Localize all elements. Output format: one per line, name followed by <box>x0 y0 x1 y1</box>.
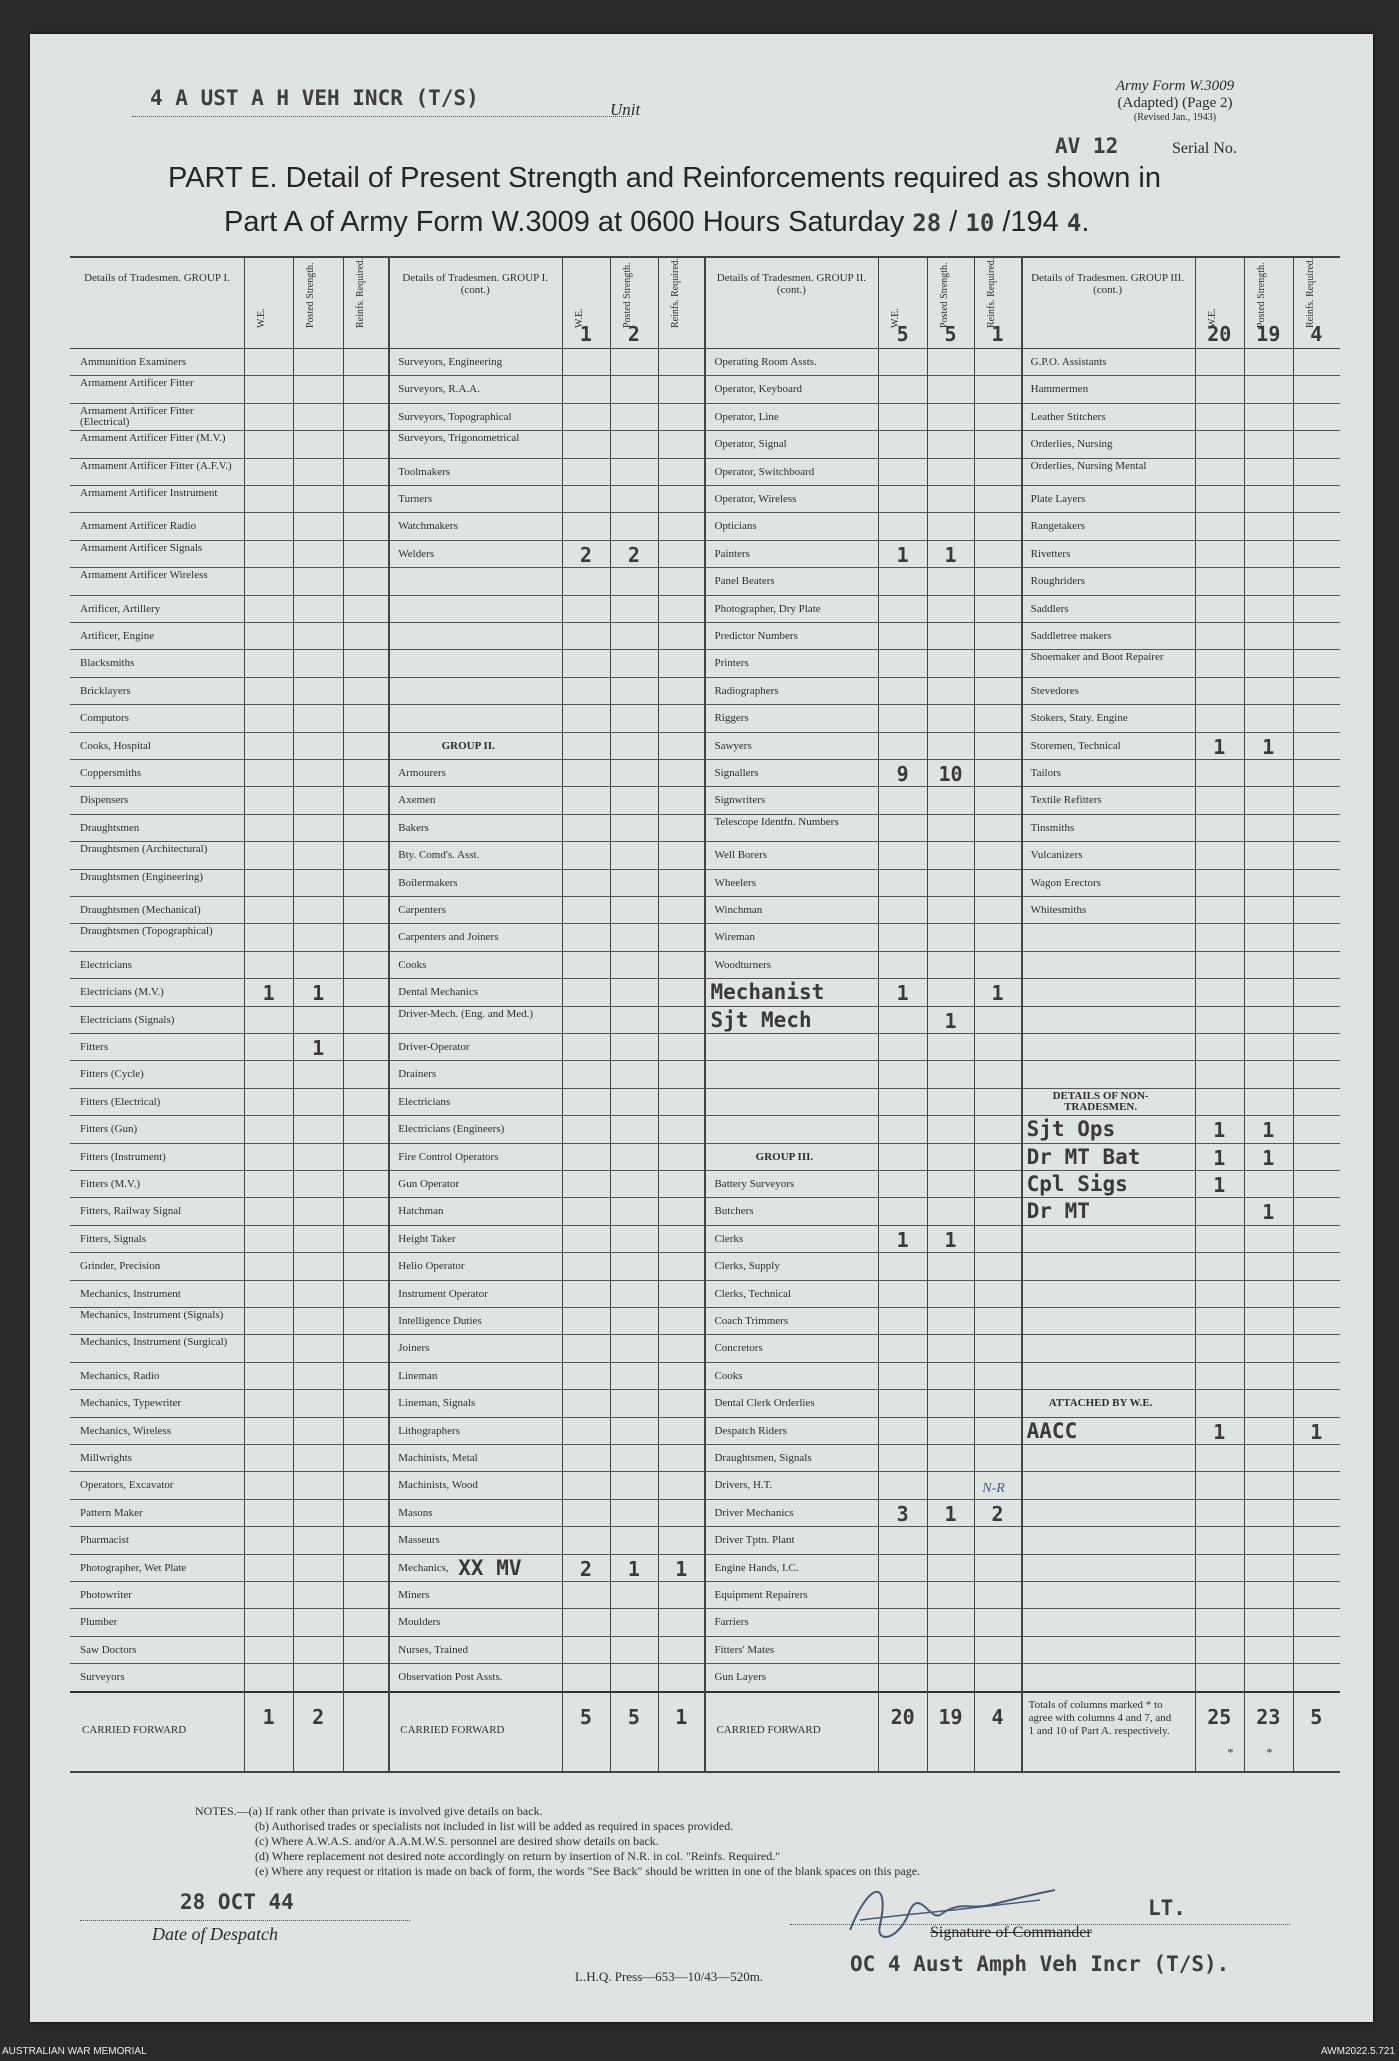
strength-table <box>70 256 1340 1789</box>
carried-forward-label: CARRIED FORWARD <box>400 1723 505 1736</box>
trade-label: Toolmakers <box>398 465 451 478</box>
trade-label: Draughtsmen (Mechanical) <box>80 904 201 916</box>
trade-label: Miners <box>398 1589 430 1601</box>
strength-value: 3 <box>896 1501 909 1526</box>
trade-label: Fitters (Instrument) <box>80 1150 166 1163</box>
trade-label: Printers <box>714 657 749 670</box>
trade-label: Gun Layers <box>714 1671 767 1684</box>
despatch-underline <box>80 1920 410 1921</box>
trade-label: Dental Clerk Orderlies <box>714 1397 815 1410</box>
trade-label: Fire Control Operators <box>398 1150 499 1163</box>
column-header-we: W.E. <box>574 308 586 328</box>
column-divider <box>1195 256 1196 1771</box>
totals-note: Totals of columns marked * to agree with columns 4 and 7, and 1 and 10 of Part A. respectively. <box>1028 1698 1172 1737</box>
trade-label: Surveyors, Engineering <box>398 356 503 368</box>
trade-label: Moulders <box>398 1616 441 1629</box>
trade-label: Engine Hands, I.C. <box>714 1561 799 1574</box>
trade-label: Fitters, Railway Signal <box>80 1205 182 1218</box>
trade-label: Armament Artificer Instrument <box>80 487 218 499</box>
trade-label: Stevedores <box>1030 684 1079 697</box>
trade-label: Draughtsmen (Topographical) <box>80 925 213 938</box>
date-year-suffix: 4 <box>1066 209 1082 237</box>
date-year: 194 <box>1010 206 1059 238</box>
notes <box>195 1804 920 1879</box>
trade-label: DETAILS OF NON-TRADESMEN. <box>1052 1089 1149 1113</box>
trade-label: Draughtsmen (Engineering) <box>80 870 204 883</box>
trade-label: Cooks <box>714 1369 743 1382</box>
trade-label: Nurses, Trained <box>398 1643 468 1656</box>
trade-label: Armament Artificer Fitter (Electrical) <box>80 404 194 428</box>
typed-trade-mechanist: Mechanist <box>710 980 825 1005</box>
trade-label: Operator, Line <box>714 410 779 423</box>
trade-label: Clerks <box>714 1232 744 1245</box>
trade-label: Mechanics, <box>398 1561 449 1574</box>
asterisk: * <box>1266 1744 1273 1759</box>
column-divider <box>343 256 344 1771</box>
trade-label: Observation Post Assts. <box>398 1671 503 1684</box>
trade-label: Roughriders <box>1030 575 1086 588</box>
trade-label: Armament Artificer Fitter (A.F.V.) <box>80 459 232 472</box>
typed-trade-dr_mt: Dr MT <box>1026 1199 1090 1224</box>
trade-label: Lineman <box>398 1369 438 1382</box>
trade-label: Bty. Comd's. Asst. <box>398 849 480 862</box>
strength-value: 1 <box>944 542 957 567</box>
column-divider <box>293 256 294 1771</box>
trade-label: Coach Trimmers <box>714 1315 789 1327</box>
brought-forward-value: 1 <box>579 322 592 346</box>
trade-label: Electricians (Signals) <box>80 1013 175 1026</box>
column-header-we: W.E. <box>1206 308 1218 328</box>
column-header-reinfs: Reinfs. Required. <box>670 257 682 328</box>
press-mark: L.H.Q. Press—653—10/43—520m. <box>575 1969 764 1984</box>
column-header-posted: Posted Strength. <box>938 262 950 328</box>
form-title-line1: PART E. Detail of Present Strength and Reinforcements required as shown in <box>168 162 1161 194</box>
strength-value: 1 <box>896 542 909 567</box>
carried-forward-value: 1 <box>262 1704 275 1729</box>
strength-value: 9 <box>896 762 909 786</box>
carried-forward-value: 1 <box>675 1704 688 1729</box>
trade-label: Blacksmiths <box>80 657 135 670</box>
typed-trade-sjt_ops: Sjt Ops <box>1026 1117 1116 1142</box>
form-page <box>30 34 1373 2022</box>
trade-label: Bricklayers <box>80 684 131 697</box>
trade-label: Ammunition Examiners <box>80 356 187 368</box>
trade-label: Carpenters <box>398 904 446 916</box>
trade-label: Electricians <box>398 1095 451 1108</box>
trade-label: Mechanics, Typewriter <box>80 1397 182 1410</box>
trade-label: Driver Tptn. Plant <box>714 1534 795 1547</box>
strength-value: 1 <box>1310 1419 1323 1444</box>
strength-value: 1 <box>991 981 1004 1006</box>
trade-label: Intelligence Duties <box>398 1315 482 1327</box>
strength-value: 1 <box>896 1227 909 1252</box>
trade-label: Vulcanizers <box>1030 849 1083 862</box>
trade-label: Masseurs <box>398 1534 440 1547</box>
trade-label: G.P.O. Assistants <box>1030 356 1107 368</box>
trade-label: Winchman <box>714 904 763 916</box>
note-a: NOTES.—(a) If rank other than private is involved give details on back. <box>195 1804 543 1818</box>
column-divider <box>974 256 975 1771</box>
trade-label: Armament Artificer Wireless <box>80 569 208 582</box>
trade-label: Operating Room Assts. <box>714 356 817 368</box>
trade-label: Mechanics, Wireless <box>80 1424 171 1437</box>
trade-label: Pattern Maker <box>80 1506 143 1519</box>
trade-label: Orderlies, Nursing <box>1030 438 1113 451</box>
trade-label: Telescope Identfn. Numbers <box>714 815 839 828</box>
form-ref-line2: (Adapted) (Page 2) <box>1117 95 1233 111</box>
carried-forward-value: 5 <box>1310 1704 1323 1729</box>
trade-label: Bakers <box>398 821 429 834</box>
date-sep-2: / <box>1002 206 1011 238</box>
trade-label: Helio Operator <box>398 1260 465 1273</box>
strength-value: 1 <box>1262 1200 1275 1225</box>
serial-typed: AV 12 <box>1055 134 1119 158</box>
oc-line: OC 4 Aust Amph Veh Incr (T/S). <box>850 1952 1230 1976</box>
carried-forward-value: 19 <box>938 1704 963 1729</box>
trade-label: Pharmacist <box>80 1534 129 1547</box>
strength-value: 1 <box>1262 734 1275 759</box>
trade-label: Saw Doctors <box>80 1643 137 1656</box>
trade-label: Radiographers <box>714 684 779 697</box>
strength-value: 2 <box>991 1501 1004 1526</box>
carried-forward-label: CARRIED FORWARD <box>82 1723 187 1736</box>
trade-label: Fitters' Mates <box>714 1643 775 1656</box>
trade-label: Surveyors, Trigonometrical <box>398 432 520 445</box>
column-header-posted: Posted Strength. <box>621 262 633 328</box>
typed-trade-dr_mt_bat: Dr MT Bat <box>1026 1144 1141 1169</box>
trade-label: Wagon Erectors <box>1030 876 1101 889</box>
form-ref <box>1060 78 1290 123</box>
trade-label: Signallers <box>714 767 759 779</box>
column-header-we: W.E. <box>890 308 902 328</box>
trade-label: Photographer, Wet Plate <box>80 1561 187 1574</box>
trade-label: Surveyors, Topographical <box>398 410 512 423</box>
strength-value: 1 <box>896 981 909 1006</box>
strength-value: 2 <box>627 542 640 567</box>
trade-label: GROUP III. <box>755 1150 814 1163</box>
carried-forward-value: 23 <box>1256 1704 1281 1729</box>
trade-label: Rangetakers <box>1030 520 1086 533</box>
carried-forward-label: CARRIED FORWARD <box>716 1723 821 1736</box>
brought-forward-value: 5 <box>944 322 957 346</box>
column-divider <box>244 256 245 1771</box>
column-divider <box>878 256 879 1771</box>
carried-forward-value: 2 <box>312 1704 325 1729</box>
form-title-line2 <box>224 206 1089 239</box>
trade-label: Draughtsmen (Architectural) <box>80 843 208 856</box>
trade-label: Fitters (M.V.) <box>80 1178 140 1190</box>
trade-label: GROUP II. <box>441 739 495 752</box>
trade-label: Fitters (Electrical) <box>80 1095 161 1108</box>
group-header: Details of Tradesmen. GROUP I. <box>84 272 230 284</box>
trade-label: Electricians (Engineers) <box>398 1123 505 1136</box>
column-divider <box>658 256 659 1771</box>
group-header: Details of Tradesmen. GROUP I. (cont.) <box>402 272 549 296</box>
trade-label: Photographer, Dry Plate <box>714 602 821 615</box>
group-divider <box>1021 256 1023 1771</box>
archive-right: AWM2022.5.721 <box>1320 2046 1395 2057</box>
trade-label: Orderlies, Nursing Mental <box>1030 459 1147 472</box>
nr-annotation: N-R <box>982 1481 1005 1497</box>
trade-label: Panel Beaters <box>714 575 775 588</box>
date-day: 28 <box>912 209 942 237</box>
strength-value: 1 <box>262 981 275 1006</box>
strength-value: 10 <box>938 762 963 786</box>
trade-label: Gun Operator <box>398 1178 460 1190</box>
trade-label: Boilermakers <box>398 876 458 889</box>
trade-label: Draughtsmen <box>80 821 140 834</box>
trade-label: Whitesmiths <box>1030 904 1087 916</box>
trade-label: Machinists, Wood <box>398 1479 478 1492</box>
trade-label: Millwrights <box>80 1452 132 1464</box>
trade-label: Butchers <box>714 1205 754 1218</box>
unit-typed: 4 A UST A H VEH INCR (T/S) <box>150 86 479 110</box>
trade-label: Armourers <box>398 767 446 779</box>
trade-label: Predictor Numbers <box>714 630 798 642</box>
date-month: 10 <box>965 209 995 237</box>
trade-label: Artificer, Artillery <box>80 602 161 615</box>
trade-label: Drivers, H.T. <box>714 1479 773 1492</box>
strength-value: 1 <box>675 1556 688 1581</box>
trade-label: Surveyors, R.A.A. <box>398 383 480 396</box>
trade-label: Storemen, Technical <box>1030 739 1121 752</box>
despatch-date: 28 OCT 44 <box>180 1890 294 1914</box>
archive-left: AUSTRALIAN WAR MEMORIAL <box>2 2046 147 2057</box>
trade-label: Carpenters and Joiners <box>398 931 499 944</box>
trade-label: Riggers <box>714 712 749 725</box>
trade-label: Signwriters <box>714 794 766 807</box>
column-header-reinfs: Reinfs. Required. <box>354 257 366 328</box>
note-e: (e) Where any request or ritation is made on back of form, the words "See Back" should be written in one of the blank spaces on this page. <box>255 1864 921 1878</box>
trade-label: Hatchman <box>398 1205 444 1218</box>
date-end: . <box>1081 206 1090 238</box>
trade-label: Armament Artificer Signals <box>80 541 203 554</box>
trade-label: Computors <box>80 712 129 725</box>
typed-trade-sjt_mech: Sjt Mech <box>710 1007 812 1032</box>
note-c: (c) Where A.W.A.S. and/or A.A.M.W.S. personnel are desired show details on back. <box>255 1834 659 1848</box>
trade-label: Surveyors <box>80 1671 125 1684</box>
strength-value: 1 <box>312 1036 325 1060</box>
trade-label: Armament Artificer Radio <box>80 520 197 533</box>
column-header-posted: Posted Strength. <box>1256 262 1268 328</box>
trade-label: Driver-Operator <box>398 1041 470 1053</box>
trade-label: Concretors <box>714 1342 763 1355</box>
trade-label: Coppersmiths <box>80 767 142 779</box>
trade-label: Cooks, Hospital <box>80 739 151 752</box>
serial-label: Serial No. <box>1172 140 1237 157</box>
trade-label: Artificer, Engine <box>80 630 155 642</box>
form-ref-line1: Army Form W.3009 <box>1115 78 1235 94</box>
trade-label: Armament Artificer Fitter <box>80 377 194 390</box>
trade-label: Watchmakers <box>398 520 458 533</box>
typed-trade-aacc: AACC <box>1026 1418 1078 1443</box>
trade-label: ATTACHED BY W.E. <box>1048 1397 1153 1410</box>
strength-value: 1 <box>1262 1118 1275 1143</box>
column-divider <box>610 256 611 1771</box>
despatch-label: Date of Despatch <box>152 1924 278 1944</box>
column-header-reinfs: Reinfs. Required. <box>986 257 998 328</box>
typed-trade-mech_mv: XX MV <box>458 1555 522 1580</box>
strength-value: 1 <box>1213 1173 1226 1197</box>
note-d: (d) Where replacement not desired note accordingly on return by insertion of N.R. in col. "Reinfs. Required." <box>255 1849 781 1863</box>
trade-label: Well Borers <box>714 849 768 862</box>
strength-value: 1 <box>944 1227 957 1252</box>
title-text: Part A of Army Form W.3009 at 0600 Hours Saturday <box>224 206 905 238</box>
column-header-posted: Posted Strength. <box>305 262 317 328</box>
strength-value: 1 <box>1213 734 1226 759</box>
trade-label: Fitters (Gun) <box>80 1123 138 1136</box>
trade-label: Mechanics, Instrument (Signals) <box>80 1309 224 1321</box>
strength-value: 1 <box>1262 1145 1275 1170</box>
trade-label: Despatch Riders <box>714 1424 787 1437</box>
column-divider <box>1244 256 1245 1771</box>
strength-value: 1 <box>1213 1118 1226 1143</box>
carried-forward-value: 5 <box>579 1704 592 1729</box>
unit-underline <box>132 116 632 117</box>
trade-label: Driver Mechanics <box>714 1506 794 1519</box>
trade-label: Lithographers <box>398 1424 460 1437</box>
trade-label: Dental Mechanics <box>398 986 478 999</box>
trade-label: Electricians <box>80 958 132 971</box>
unit-label: Unit <box>610 100 641 119</box>
strength-value: 1 <box>1213 1145 1226 1170</box>
trade-label: Tailors <box>1030 767 1062 779</box>
trade-label: Operators, Excavator <box>80 1479 174 1492</box>
trade-label: Saddletree makers <box>1030 630 1112 642</box>
rank: LT. <box>1148 1896 1186 1920</box>
trade-label: Operator, Switchboard <box>714 465 815 478</box>
form-ref-line3: (Revised Jan., 1943) <box>1133 112 1217 123</box>
trade-label: Armament Artificer Fitter (M.V.) <box>80 432 226 445</box>
trade-label: Dispensers <box>80 794 129 807</box>
strength-value: 1 <box>944 1008 957 1033</box>
trade-label: Plumber <box>80 1616 118 1629</box>
trade-label: Farriers <box>714 1616 749 1629</box>
trade-label: Clerks, Technical <box>714 1287 792 1300</box>
trade-label: Battery Surveyors <box>714 1178 795 1190</box>
trade-label: Leather Stitchers <box>1030 410 1106 423</box>
trade-label: Cooks <box>398 958 427 971</box>
trade-label: Lineman, Signals <box>398 1397 476 1410</box>
trade-label: Welders <box>398 547 435 560</box>
carried-forward-value: 25 <box>1207 1704 1232 1729</box>
trade-label: Painters <box>714 547 750 560</box>
strength-value: 1 <box>312 981 325 1006</box>
trade-label: Photowriter <box>80 1589 132 1601</box>
typed-trade-cpl_sigs: Cpl Sigs <box>1026 1172 1128 1196</box>
trade-label: Machinists, Metal <box>398 1452 478 1464</box>
trade-label: Operator, Signal <box>714 438 787 451</box>
trade-label: Electricians (M.V.) <box>80 986 164 999</box>
strength-value: 2 <box>579 542 592 567</box>
trade-label: Operator, Keyboard <box>714 383 802 396</box>
brought-forward-value: 20 <box>1207 322 1232 346</box>
trade-label: Equipment Repairers <box>714 1589 808 1601</box>
trade-label: Mechanics, Instrument (Surgical) <box>80 1336 228 1349</box>
brought-forward-value: 5 <box>896 322 909 346</box>
trade-label: Woodturners <box>714 958 772 971</box>
column-header-reinfs: Reinfs. Required. <box>1304 257 1316 328</box>
trade-label: Stokers, Staty. Engine <box>1030 712 1128 725</box>
table-bottom-rule <box>70 1771 1340 1773</box>
trade-label: Mechanics, Radio <box>80 1369 160 1382</box>
group-divider <box>704 256 706 1771</box>
trade-label: Fitters (Cycle) <box>80 1068 144 1081</box>
trade-label: Rivetters <box>1030 547 1071 560</box>
trade-label: Instrument Operator <box>398 1287 488 1300</box>
brought-forward-value: 19 <box>1256 322 1281 346</box>
trade-label: Sawyers <box>714 739 752 752</box>
strength-value: 2 <box>579 1556 592 1581</box>
asterisk: * <box>1227 1744 1234 1759</box>
trade-label: Shoemaker and Boot Repairer <box>1030 651 1164 664</box>
trade-label: Height Taker <box>398 1232 456 1245</box>
trade-label: Tinsmiths <box>1030 821 1075 834</box>
trade-label: Draughtsmen, Signals <box>714 1452 812 1464</box>
trade-label: Clerks, Supply <box>714 1260 780 1273</box>
strength-value: 1 <box>627 1556 640 1581</box>
signature <box>840 1870 1070 1955</box>
brought-forward-value: 2 <box>627 322 640 346</box>
trade-label: Masons <box>398 1506 433 1519</box>
date-sep-1: / <box>949 206 958 238</box>
trade-label: Hammermen <box>1030 383 1089 396</box>
group-header: Details of Tradesmen. GROUP III. (cont.) <box>1031 272 1185 296</box>
group-divider <box>388 256 390 1771</box>
carried-forward-value: 5 <box>627 1704 640 1729</box>
trade-label: Driver-Mech. (Eng. and Med.) <box>398 1007 534 1020</box>
brought-forward-value: 1 <box>991 322 1004 346</box>
strength-value: 1 <box>944 1501 957 1526</box>
trade-label: Axemen <box>398 794 436 807</box>
strength-value: 1 <box>1213 1419 1226 1444</box>
trade-label: Textile Refitters <box>1030 794 1102 807</box>
trade-label: Fitters, Signals <box>80 1232 147 1245</box>
trade-label: Drainers <box>398 1068 437 1081</box>
trade-label: Turners <box>398 493 433 505</box>
trade-label: Wireman <box>714 931 755 944</box>
trade-label: Joiners <box>398 1342 430 1355</box>
trade-label: Saddlers <box>1030 602 1069 615</box>
signature-label: Signature of Commander <box>930 1924 1092 1941</box>
column-divider <box>562 256 563 1771</box>
carried-forward-value: 20 <box>890 1704 915 1729</box>
column-divider <box>1293 256 1294 1771</box>
brought-forward-value: 4 <box>1310 322 1323 346</box>
trade-label: Wheelers <box>714 876 756 889</box>
trade-label: Fitters <box>80 1041 109 1053</box>
trade-label: Plate Layers <box>1030 493 1086 505</box>
trade-label: Opticians <box>714 520 757 533</box>
column-header-we: W.E. <box>255 308 267 328</box>
note-b: (b) Authorised trades or specialists not included in list will be added as required in spaces provided. <box>255 1819 734 1833</box>
trade-label: Operator, Wireless <box>714 493 797 505</box>
group-header: Details of Tradesmen. GROUP II. (cont.) <box>716 272 867 296</box>
trade-label: Grinder, Precision <box>80 1260 161 1273</box>
trade-label: Mechanics, Instrument <box>80 1287 181 1300</box>
carried-forward-value: 4 <box>991 1704 1004 1729</box>
